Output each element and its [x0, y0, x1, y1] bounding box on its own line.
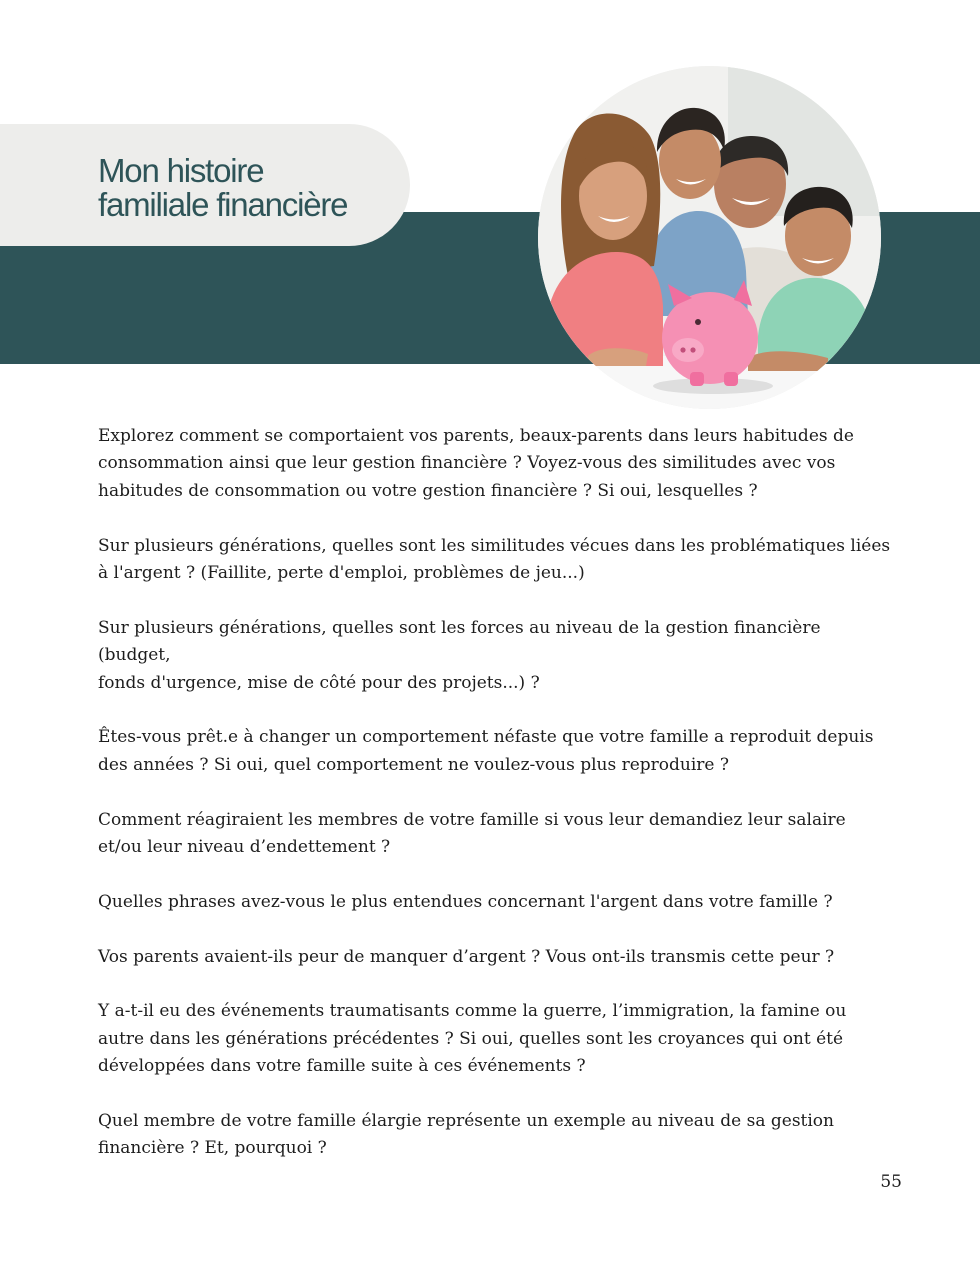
page-number: 55: [880, 1172, 902, 1192]
question-paragraph: Quelles phrases avez-vous le plus entendues concernant l'argent dans votre famille ?: [98, 891, 833, 912]
question-paragraph: Comment réagiraient les membres de votre famille si vous leur demandiez leur salaire et/ou leur niveau d’endettement ?: [98, 809, 846, 858]
question-paragraph: Explorez comment se comportaient vos parents, beaux-parents dans leurs habitudes de consommation ainsi que leur gestion financière ? Voyez-vous des similitudes avec vos habitudes de consommation ou votre gestion financière ? Si oui, lesquelles ?: [98, 426, 854, 501]
question-paragraph: Quel membre de votre famille élargie représente un exemple au niveau de sa gestion financière ? Et, pourquoi ?: [98, 1111, 834, 1159]
question-paragraph: Vos parents avaient-ils peur de manquer d’argent ? Vous ont-ils transmis cette peur ?: [98, 946, 835, 967]
family-photo: [538, 66, 881, 409]
question-paragraph: Sur plusieurs générations, quelles sont les forces au niveau de la gestion financière (budget, fonds d'urgence, mise de côté pour des projets...) ?: [98, 617, 821, 693]
page-title: [98, 154, 347, 222]
page-title-line-2: familiale financière: [98, 186, 348, 223]
question-paragraph: Êtes-vous prêt.e à changer un comportement néfaste que votre famille a reproduit depuis des années ? Si oui, quel comportement ne voulez-vous plus reproduire ?: [98, 727, 874, 775]
question-list: [98, 423, 898, 1190]
question-paragraph: Y a-t-il eu des événements traumatisants comme la guerre, l’immigration, la famine ou autre dans les générations précédentes ? Si oui, quelles sont les croyances qui ont été développées dans votre famille suite à ces événements ?: [98, 1001, 847, 1077]
question-paragraph: Sur plusieurs générations, quelles sont les similitudes vécues dans les problématiques liées à l'argent ? (Faillite, perte d'emploi, problèmes de jeu...): [98, 535, 891, 584]
page-title-line-1: Mon histoire: [98, 152, 264, 189]
